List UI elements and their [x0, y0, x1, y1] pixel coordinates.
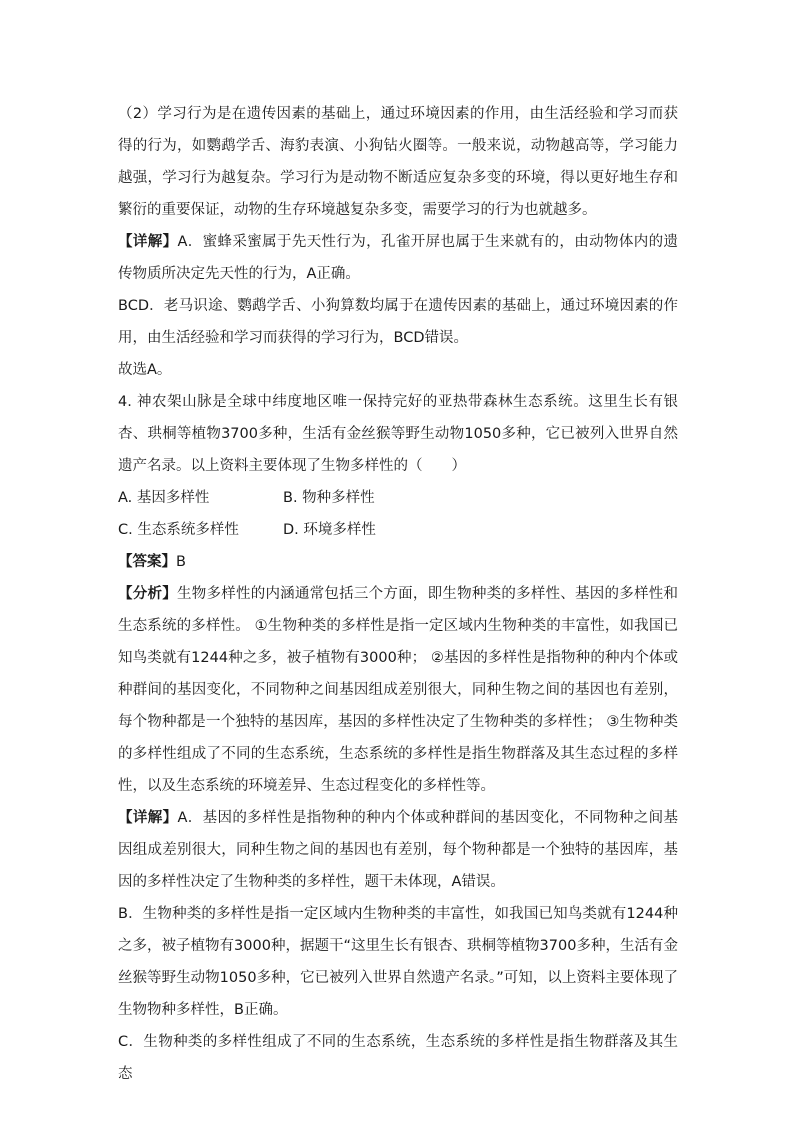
paragraph-learning-behavior [118, 98, 678, 226]
analysis-text: 生物多样性的内涵通常包括三个方面，即生物种类的多样性、基因的多样性和生态系统的多样性。 ①生物种类的多样性是指一定区域内生物种类的丰富性，如我国已知鸟类就有1244种之多，被子植物有3000种； ②基因的多样性是指物种的种内个体或种群间的基因变化，不同物种之间基因组成差别很大，同种生物之间的基因也有差别，每个物种都是一个独特的基因库，基因的多样性决定了生物种类的多样性； ③生物种类的多样性组成了不同的生态系统，生态系统的多样性是指生物群落及其生态过程的多样性，以及生态系统的环境差异、生态过程变化的多样性等。 [118, 586, 679, 794]
detail-paragraph-a [118, 802, 678, 898]
option-b: B. 物种多样性 [283, 490, 375, 506]
detail-tag: 【详解】 [118, 234, 178, 250]
detail-tag: 【详解】 [118, 810, 178, 826]
options-row-2 [118, 514, 678, 546]
option-a: A. 基因多样性 [118, 490, 210, 506]
paragraph-text: A．蜜蜂采蜜属于先天性行为，孔雀开屏也属于生来就有的，由动物体内的遗传物质所决定先天性的行为，A正确。 [118, 234, 678, 282]
question-text: 4. 神农架山脉是全球中纬度地区唯一保持完好的亚热带森林生态系统。这里生长有银杏、珙桐等植物3700多种，生活有金丝猴等野生动物1050多种，它已被列入世界自然遗产名录。以上资料主要体现了生物多样性的（ ） [118, 394, 678, 474]
detail-text: A．基因的多样性是指物种的种内个体或种群间的基因变化，不同物种之间基因组成差别很大，同种生物之间的基因也有差别，每个物种都是一个独特的基因库，基因的多样性决定了生物种类的多样性，题干未体现，A错误。 [118, 810, 678, 890]
analysis-paragraph [118, 578, 678, 802]
detail-paragraph-c [118, 1026, 678, 1090]
answer-text: B [176, 554, 186, 570]
document-page [118, 98, 678, 1090]
paragraph-text: BCD．老马识途、鹦鹉学舌、小狗算数均属于在遗传因素的基础上，通过环境因素的作用，由生活经验和学习而获得的学习行为，BCD错误。 [118, 298, 678, 346]
question-4 [118, 386, 678, 482]
paragraph-choice-a [118, 354, 678, 386]
paragraph-detail-a [118, 226, 678, 290]
analysis-tag: 【分析】 [118, 586, 177, 602]
paragraph-detail-bcd [118, 290, 678, 354]
options-row-1 [118, 482, 678, 514]
detail-text: B．生物种类的多样性是指一定区域内生物种类的丰富性，如我国已知鸟类就有1244种之多，被子植物有3000种，据题干“这里生长有银杏、珙桐等植物3700多种，生活有金丝猴等野生动物1050多种，它已被列入世界自然遗产名录。”可知，以上资料主要体现了生物物种多样性，B正确。 [118, 906, 678, 1018]
option-c: C. 生态系统多样性 [118, 522, 239, 538]
detail-paragraph-b [118, 898, 678, 1026]
answer-tag: 【答案】 [118, 554, 176, 570]
detail-text: C．生物种类的多样性组成了不同的生态系统，生态系统的多样性是指生物群落及其生态 [118, 1034, 678, 1082]
answer-line [118, 546, 678, 578]
option-d: D. 环境多样性 [283, 522, 376, 538]
paragraph-text: （2）学习行为是在遗传因素的基础上，通过环境因素的作用，由生活经验和学习而获得的行为，如鹦鹉学舌、海豹表演、小狗钻火圈等。一般来说，动物越高等，学习能力越强，学习行为越复杂。学习行为是动物不断适应复杂多变的环境，得以更好地生存和繁衍的重要保证，动物的生存环境越复杂多变，需要学习的行为也就越多。 [118, 106, 678, 218]
paragraph-text: 故选A。 [118, 362, 172, 378]
